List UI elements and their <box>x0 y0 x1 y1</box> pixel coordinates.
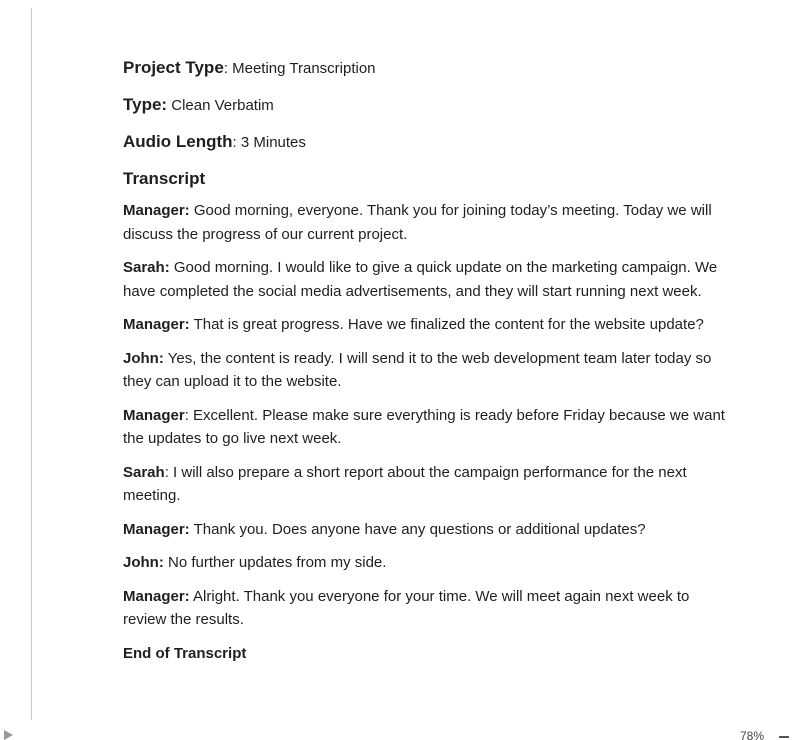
transcript-entry <box>123 585 733 632</box>
zoom-level[interactable]: 78% <box>740 729 765 740</box>
transcript-heading: Transcript <box>123 169 206 188</box>
project-type-line <box>123 56 733 81</box>
speaker-name: Manager <box>123 406 185 424</box>
transcript-entry <box>123 551 733 575</box>
transcript-entry <box>123 347 733 394</box>
transcript-entry <box>123 199 733 246</box>
utterance-text: Thank you. Does anyone have any questions or additional updates? <box>189 520 646 538</box>
speaker-name: Manager: <box>123 587 190 605</box>
transcript-entry <box>123 256 733 303</box>
speaker-name: Sarah <box>123 463 165 481</box>
project-type-value: : Meeting Transcription <box>223 60 376 77</box>
speaker-name: John: <box>123 349 164 367</box>
audio-length-value: : 3 Minutes <box>232 134 306 151</box>
utterance-text: Good morning. I would like to give a quick update on the marketing campaign. We have completed the social media advertisements, and they will start running next week. <box>123 259 718 300</box>
utterance-text: Alright. Thank you everyone for your time. We will meet again next week to review the results. <box>123 587 690 628</box>
zoom-out-minus-icon[interactable] <box>779 736 789 738</box>
type-line <box>123 93 733 118</box>
transcript-entry <box>123 313 733 337</box>
audio-length-label: Audio Length <box>123 132 233 151</box>
utterance-text: Yes, the content is ready. I will send it to the web development team later today so they can upload it to the website. <box>123 349 712 390</box>
utterance-text: No further updates from my side. <box>163 554 387 571</box>
end-of-transcript-label: End of Transcript <box>123 644 247 662</box>
document-body[interactable] <box>123 56 733 665</box>
transcript-entry <box>123 518 733 542</box>
project-type-label: Project Type <box>123 58 224 77</box>
type-value: Clean Verbatim <box>167 97 274 114</box>
audio-length-line <box>123 130 733 155</box>
scroll-corner-triangle-icon <box>4 730 13 740</box>
speaker-name: Manager: <box>123 202 190 219</box>
utterance-text: : I will also prepare a short report about the campaign performance for the next meeting. <box>123 463 687 504</box>
transcript-entry <box>123 404 733 451</box>
utterance-text: Good morning, everyone. Thank you for joining today’s meeting. Today we will discuss the progress of our current project. <box>123 202 712 243</box>
speaker-name: John: <box>123 554 164 571</box>
speaker-name: Sarah: <box>123 259 170 276</box>
transcript-entry <box>123 461 733 508</box>
page-left-edge <box>31 8 32 720</box>
speaker-name: Manager: <box>123 316 190 333</box>
speaker-name: Manager: <box>123 520 190 538</box>
type-label: Type: <box>123 95 168 114</box>
utterance-text: That is great progress. Have we finalized the content for the website update? <box>189 316 704 333</box>
utterance-text: : Excellent. Please make sure everything is ready before Friday because we want the updates to go live next week. <box>123 406 725 447</box>
